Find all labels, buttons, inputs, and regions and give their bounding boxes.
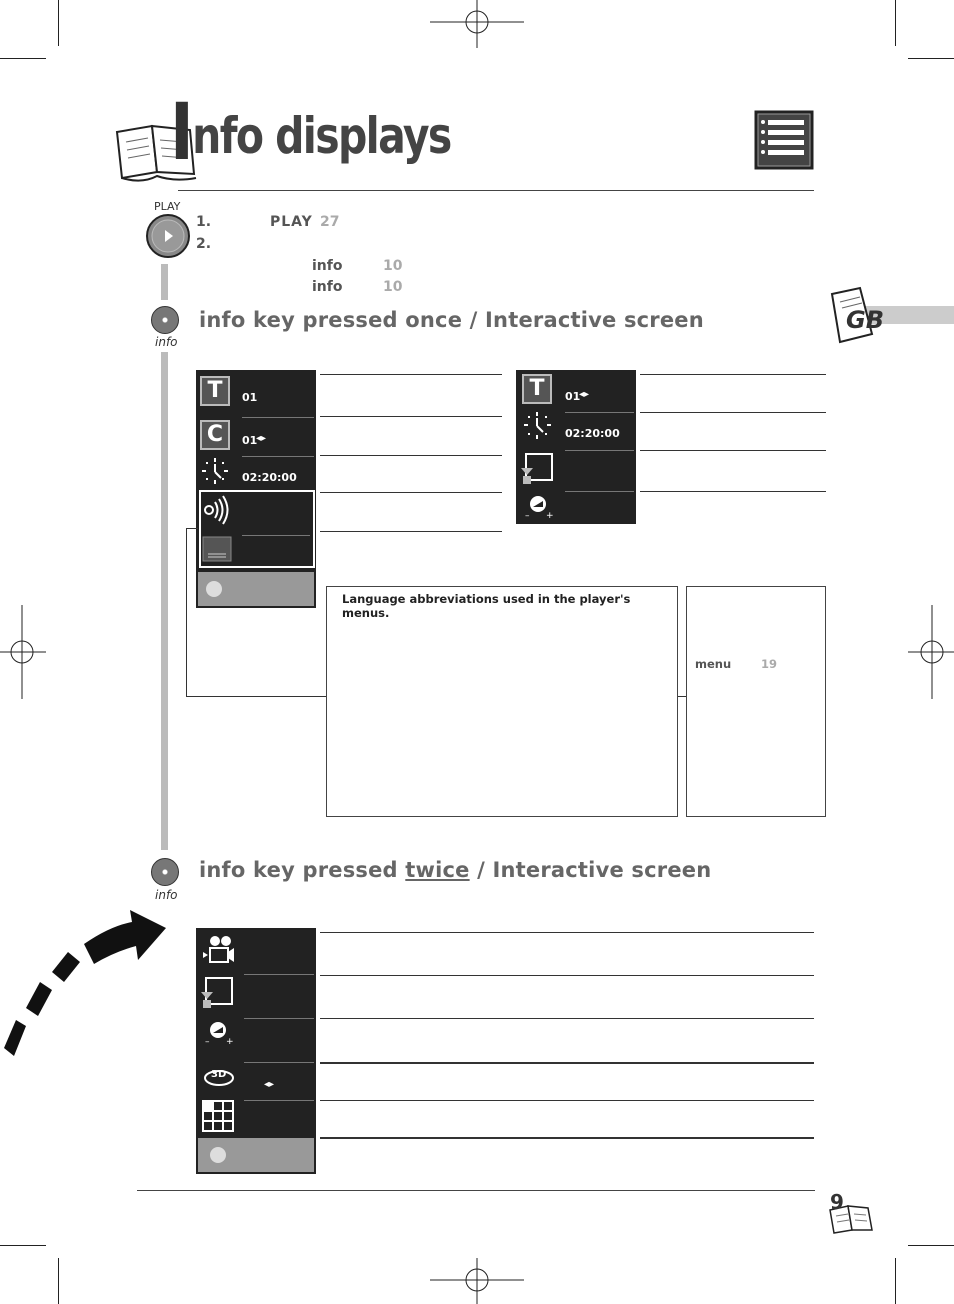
camera-angle-icon bbox=[202, 934, 236, 966]
menu-key: menu bbox=[695, 657, 732, 671]
side-bar bbox=[161, 264, 168, 300]
callout-line bbox=[320, 932, 814, 933]
step-2-number: 2. bbox=[196, 236, 212, 252]
volume-dial-icon bbox=[202, 1018, 236, 1046]
separator bbox=[565, 450, 634, 451]
separator bbox=[242, 456, 314, 457]
crop-mark bbox=[58, 0, 59, 46]
menu-ref: 19 bbox=[761, 657, 778, 671]
menu-note-box bbox=[686, 586, 826, 817]
separator bbox=[242, 417, 314, 418]
section-heading-twice: info key pressed twice / Interactive screen bbox=[199, 858, 712, 882]
left-right-arrows-icon: ◂▸ bbox=[256, 433, 267, 444]
crop-mark bbox=[58, 1258, 59, 1304]
separator bbox=[244, 974, 314, 975]
page-title: Info displays bbox=[170, 88, 451, 178]
callout-line bbox=[320, 374, 502, 375]
callout-line bbox=[320, 455, 502, 456]
zoom-frame-icon bbox=[520, 452, 554, 486]
elapsed-time: 02:20:00 bbox=[565, 427, 620, 440]
separator bbox=[244, 1018, 314, 1019]
clock-icon bbox=[522, 410, 554, 442]
separator bbox=[244, 1100, 314, 1101]
callout-line bbox=[640, 374, 826, 375]
advanced-info-panel bbox=[196, 928, 316, 1174]
svg-text:+: + bbox=[226, 1037, 234, 1046]
callout-line bbox=[320, 1100, 814, 1101]
callout-line bbox=[320, 416, 502, 417]
registration-mark bbox=[908, 605, 954, 699]
subtitle-icon bbox=[202, 536, 232, 562]
registration-mark bbox=[430, 1258, 524, 1304]
info-ref-page: 10 bbox=[383, 279, 403, 295]
callout-line bbox=[320, 1018, 814, 1019]
callout-line bbox=[640, 412, 826, 413]
svg-text:+: + bbox=[546, 511, 554, 520]
callout-line bbox=[320, 492, 502, 493]
svg-text:–: – bbox=[205, 1037, 210, 1046]
header-rule bbox=[178, 190, 814, 191]
crop-mark bbox=[908, 58, 954, 59]
callout-line bbox=[320, 531, 502, 532]
registration-mark bbox=[430, 0, 524, 48]
footer-rule bbox=[137, 1190, 815, 1191]
separator bbox=[242, 535, 310, 536]
step-1-ref: 27 bbox=[320, 214, 340, 230]
info-key-label: info bbox=[155, 335, 178, 349]
separator bbox=[565, 491, 634, 492]
vcd-info-panel bbox=[516, 370, 636, 524]
chapter-number: 01 bbox=[242, 434, 258, 447]
language-tab: GB bbox=[846, 306, 884, 334]
separator bbox=[244, 1062, 314, 1063]
dashed-arrow-graphic bbox=[0, 900, 170, 1060]
title-number: 01 bbox=[565, 390, 581, 403]
language-box-heading: Language abbreviations used in the player's menus. bbox=[342, 592, 631, 620]
callout-line bbox=[320, 1137, 814, 1139]
zoom-frame-icon bbox=[200, 976, 234, 1010]
elapsed-time: 02:20:00 bbox=[242, 471, 297, 484]
info-ref-page: 10 bbox=[383, 258, 403, 274]
play-key-label: PLAY bbox=[154, 200, 181, 213]
side-bar bbox=[161, 352, 168, 850]
registration-mark bbox=[0, 605, 46, 699]
info-key-label: info bbox=[155, 888, 178, 902]
callout-line bbox=[320, 1062, 814, 1064]
dvd-info-panel bbox=[196, 370, 316, 608]
callout-line bbox=[640, 450, 826, 451]
play-key-icon bbox=[145, 213, 191, 259]
svg-text:3D: 3D bbox=[211, 1069, 227, 1080]
info-ref-key: info bbox=[312, 258, 343, 274]
menu-list-icon bbox=[754, 110, 814, 170]
clock-icon bbox=[200, 456, 232, 486]
bracket-line bbox=[186, 528, 198, 529]
bracket-line bbox=[186, 528, 187, 696]
select-dot bbox=[206, 581, 222, 597]
title-icon: T bbox=[522, 374, 552, 404]
crop-mark bbox=[0, 1245, 46, 1246]
left-right-arrows-icon: ◂▸ bbox=[264, 1079, 275, 1090]
step-1-number: 1. bbox=[196, 214, 212, 230]
3d-sound-icon bbox=[202, 1064, 236, 1088]
separator bbox=[565, 412, 634, 413]
info-key-icon bbox=[151, 306, 179, 334]
audio-icon bbox=[202, 494, 232, 526]
info-key-icon bbox=[151, 858, 179, 886]
bracket-line bbox=[186, 696, 327, 697]
chapter-icon: C bbox=[200, 420, 230, 450]
page-number: 9 bbox=[830, 1190, 844, 1214]
callout-line bbox=[320, 975, 814, 976]
title-icon: T bbox=[200, 376, 230, 406]
section-heading-once: info key pressed once / Interactive screen bbox=[199, 308, 704, 332]
grid-zoom-icon bbox=[202, 1100, 234, 1132]
step-1-key: PLAY bbox=[270, 214, 313, 230]
crop-mark bbox=[895, 0, 896, 46]
crop-mark bbox=[895, 1258, 896, 1304]
title-number: 01 bbox=[242, 391, 258, 404]
language-abbreviations-box bbox=[326, 586, 678, 817]
svg-text:–: – bbox=[525, 511, 530, 520]
crop-mark bbox=[908, 1245, 954, 1246]
left-right-arrows-icon: ◂▸ bbox=[579, 389, 590, 400]
crop-mark bbox=[0, 58, 46, 59]
info-ref-key: info bbox=[312, 279, 343, 295]
volume-dial-icon bbox=[522, 492, 556, 520]
select-dot bbox=[210, 1147, 226, 1163]
callout-line bbox=[640, 491, 826, 492]
